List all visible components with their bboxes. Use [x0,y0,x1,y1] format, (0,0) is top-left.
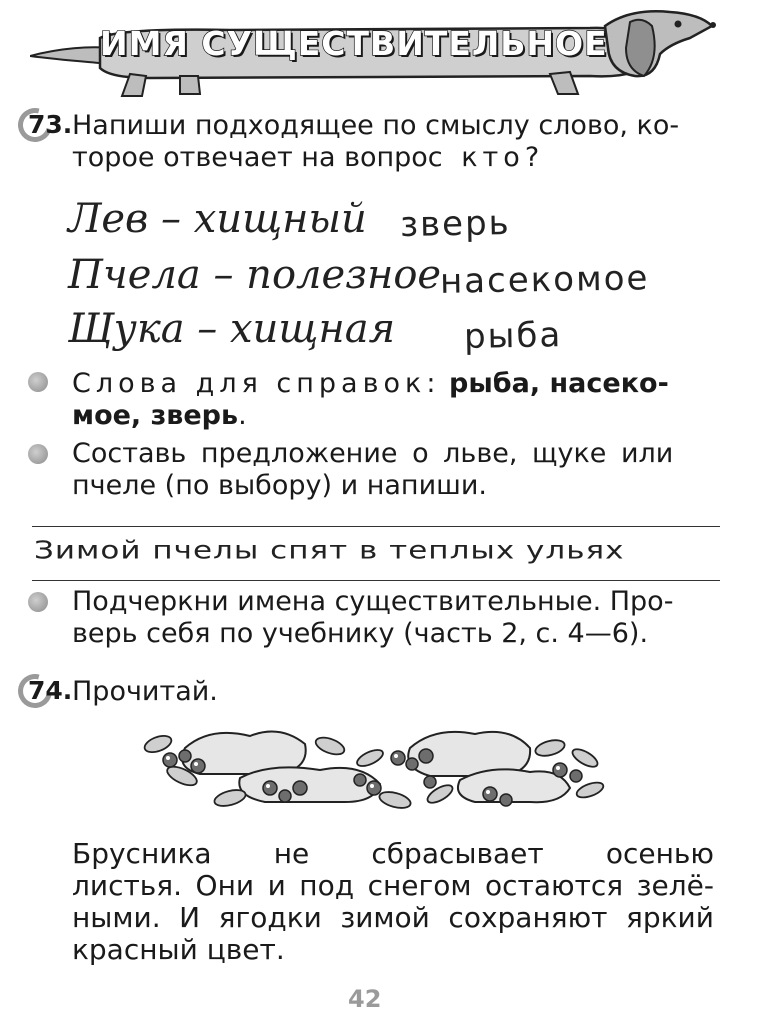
reading-word: осенью [605,837,714,870]
exercise-73-number: 73. [28,110,73,139]
reading-word: остаются [485,869,624,902]
reading-word: сохраняют [448,901,608,934]
exercise-73-instruction-line2: торое отвечает на вопрос кто? [72,142,540,173]
reading-text-line1 [72,838,714,870]
answer-3-written: рыба [463,315,563,357]
answer-1-written: зверь [399,203,511,245]
hint-line1: Слова для справок: рыба, насеко- [72,368,669,399]
task3-line2: верь себя по учебнику (часть 2, с. 4—6). [72,618,649,649]
lingonberry-illustration [130,718,610,818]
reading-word: Они [195,869,255,902]
reading-word: ными. [72,901,161,934]
answer-2-written: насекомое [439,258,650,302]
task2-line2: пчеле (по выбору) и напиши. [72,470,487,501]
writing-line-bottom [32,580,720,581]
page-number: 42 [348,985,382,1013]
bullet-icon [28,372,48,392]
reading-word: зимой [340,901,430,934]
hint-line2: мое, зверь. [72,400,247,431]
bullet-icon [28,444,48,464]
reading-text-line4: красный цвет. [72,933,285,966]
exercise-74-badge [18,672,73,712]
exercise-73-badge [18,106,73,146]
reading-word: зелё- [636,869,714,902]
reading-word: И [179,901,201,934]
bullet-icon [28,592,48,612]
question-word: кто [461,142,525,173]
student-sentence: Зимой пчелы спят в теплых ульях [34,536,625,565]
reading-word: ягодки [218,901,322,934]
reading-word: Брусника [72,837,212,870]
answer-2-printed: Пчела – полезное [68,252,442,298]
answer-3-printed: Щука – хищная [68,306,396,352]
task3-line1: Подчеркни имена существительные. Про- [72,586,674,617]
chapter-title: ИМЯ СУЩЕСТВИТЕЛЬНОЕ [100,24,608,63]
answer-1-printed: Лев – хищный [68,196,367,242]
reading-text-line2 [72,870,714,902]
reading-word: снегом [367,869,472,902]
exercise-74-instruction: Прочитай. [72,676,218,707]
task2-line1: Составь предложение о льве, щуке или [72,438,674,469]
reading-word: и [267,869,286,902]
reading-word: листья. [72,869,183,902]
exercise-74-number: 74. [28,676,73,705]
reading-text-line3 [72,902,714,934]
reading-word: под [299,869,355,902]
reading-word: яркий [626,901,714,934]
reading-word: сбрасывает [371,837,544,870]
reading-word: не [273,837,310,870]
exercise-73-instruction-line1: Напиши подходящее по смыслу слово, ко- [72,110,680,141]
writing-line-top [32,526,720,527]
